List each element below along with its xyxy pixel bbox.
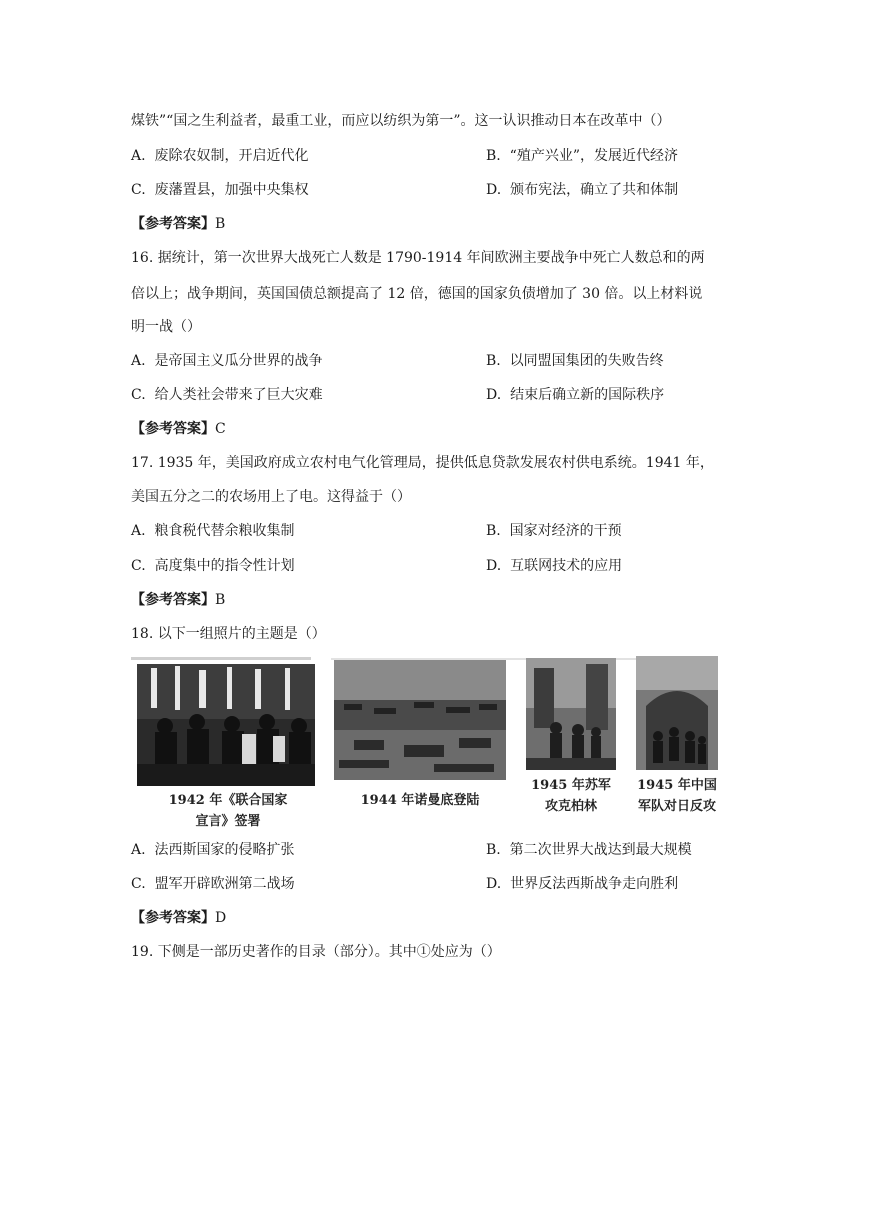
q15-stem-tail: 煤铁”“国之生利益者，最重工业，而应以纺织为第一”。这一认识推动日本在改革中（） [131, 113, 671, 129]
q16-option-a: A. 是帝国主义瓜分世界的战争 [131, 353, 323, 369]
q17-option-c: C. 高度集中的指令性计划 [131, 558, 295, 574]
q17-option-d: D. 互联网技术的应用 [486, 558, 623, 574]
q18-stem: 18. 以下一组照片的主题是（） [131, 626, 326, 642]
photo-un-declaration-caption: 1942 年《联合国家 宣言》签署 [168, 793, 288, 829]
q18-option-a: A. 法西斯国家的侵略扩张 [131, 842, 295, 858]
q16-option-c: C. 给人类社会带来了巨大灾难 [131, 387, 323, 403]
q17-option-a: A. 粮食税代替余粮收集制 [131, 523, 295, 539]
q17-answer: 【参考答案】B [131, 592, 226, 608]
q15-option-b: B. “殖产兴业”，发展近代经济 [486, 148, 678, 164]
q18-option-b: B. 第二次世界大战达到最大规模 [486, 842, 692, 858]
q18-answer: 【参考答案】D [131, 910, 227, 926]
q16-stem-line-2: 倍以上；战争期间，英国国债总额提高了 12 倍，德国的国家负债增加了 30 倍。以上材料说 [131, 286, 703, 302]
photo-berlin [526, 658, 616, 770]
q17-stem-line-2: 美国五分之二的农场用上了电。这得益于（） [131, 489, 411, 505]
photo-normandy-caption: 1944 年诺曼底登陆 [360, 793, 480, 808]
q18-option-d: D. 世界反法西斯战争走向胜利 [486, 876, 679, 892]
q16-option-d: D. 结束后确立新的国际秩序 [486, 387, 665, 403]
photo-normandy-landing [334, 660, 506, 780]
q19-stem: 19. 下侧是一部历史著作的目录（部分）。其中①处应为（） [131, 944, 501, 960]
photo-un-declaration [137, 664, 315, 786]
photo-china-caption: 1945 年中国 军队对日反攻 [637, 778, 717, 814]
q16-stem-line-1: 16. 据统计，第一次世界大战死亡人数是 1790-1914 年间欧洲主要战争中死亡人数总和的两 [131, 250, 705, 266]
q16-option-b: B. 以同盟国集团的失败告终 [486, 353, 664, 369]
photo-berlin-caption: 1945 年苏军 攻克柏林 [531, 778, 611, 814]
q15-option-c: C. 废藩置县，加强中央集权 [131, 182, 309, 198]
q18-option-c: C. 盟军开辟欧洲第二战场 [131, 876, 295, 892]
q16-stem-line-3: 明一战（） [131, 319, 201, 335]
q17-stem-line-1: 17. 1935 年，美国政府成立农村电气化管理局，提供低息贷款发展农村供电系统。1941 年， [131, 455, 714, 471]
q16-answer: 【参考答案】C [131, 421, 226, 437]
q15-option-d: D. 颁布宪法，确立了共和体制 [486, 182, 679, 198]
photo-china-counteroffensive [636, 656, 718, 770]
q17-option-b: B. 国家对经济的干预 [486, 523, 622, 539]
q15-option-a: A. 废除农奴制，开启近代化 [131, 148, 309, 164]
q15-answer: 【参考答案】B [131, 216, 226, 232]
